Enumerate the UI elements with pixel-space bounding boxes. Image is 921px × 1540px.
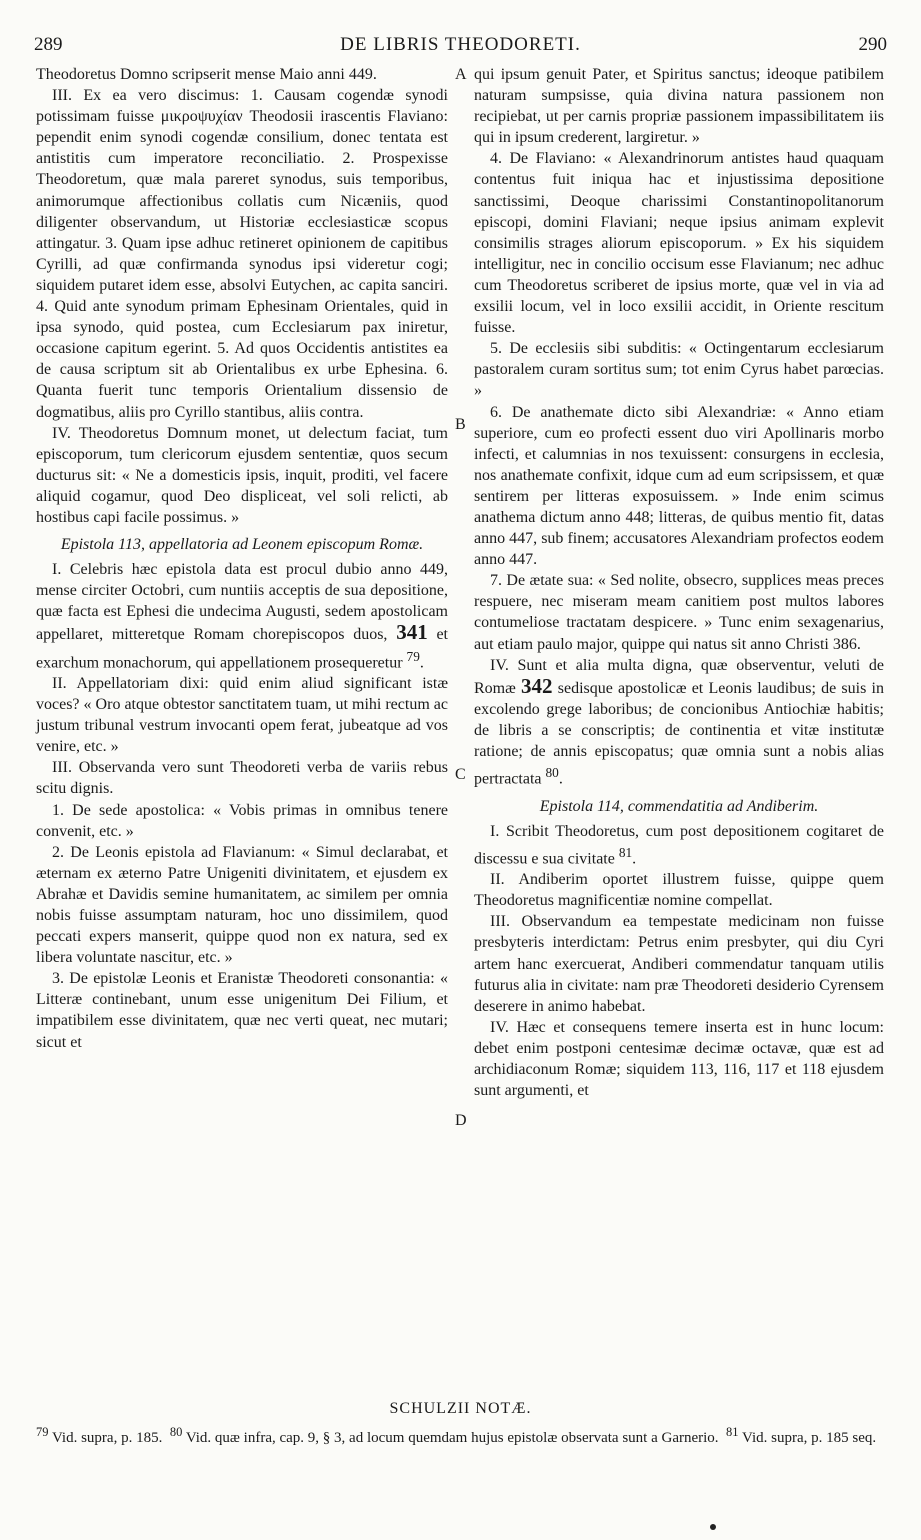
margin-letter-a: A	[455, 66, 467, 83]
margin-letter-d: D	[455, 1112, 467, 1129]
footnote-mark: 80	[169, 1425, 183, 1439]
paragraph: Theodoretus Domno scripserit mense Maio anni 449.	[36, 66, 377, 83]
column-number: 342	[521, 673, 553, 698]
paragraph: II. Appellatoriam dixi: quid enim aliud significant istæ voces? « Oro atque obtestor sanctitatem tuam, ut mihi rectum ac justum tribunal vestrum invocanti opem ferat, jubeatque ad vos venire, etc. »	[36, 674, 448, 756]
paragraph-text: sedisque apostolicæ et Leonis laudibus; de suis in excolendo grege laboribus; de concionibus Antiochiæ habitis; de libris a se conscriptis; de continentia et vitæ institutæ ratione; de annis episcopatus; quæ omnia sunt a nobis alias pertractata	[474, 679, 884, 788]
running-header	[30, 34, 891, 60]
footnote-mark: 79	[36, 1425, 49, 1439]
paragraph: I. Scribit Theodoretus, cum post depositionem cogitaret de discessu e sua civitate $^{81}$.	[474, 822, 884, 868]
running-title: DE LIBRIS THEODORETI.	[340, 34, 581, 55]
paragraph-text: IV. Sunt et alia multa digna, quæ observentur, veluti de Romæ	[474, 656, 884, 697]
paragraph: IV. Sunt et alia multa digna, quæ observentur, veluti de Romæ 342 sedisque apostolicæ et Leonis laudibus; de suis in excolendo grege laboribus; de concionibus Antiochiæ habitis; de libris a se conscriptis; de continentia et vitæ institutæ ratione; de annis episcopatus; quæ omnia sunt a nobis alias pertractata $^{80}$.	[474, 656, 884, 788]
footnote-text: Vid. supra, p. 185 seq.	[742, 1430, 877, 1446]
footnote-ref: 79	[406, 648, 420, 664]
paragraph: 5. De ecclesiis sibi subditis: « Octingentarum ecclesiarum pastoralem curam sortitus sum; tot enim Cyrus habet parœcias. »	[474, 340, 884, 400]
paragraph: IV. Theodoretus Domnum monet, ut delectum faciat, tum episcoporum, tum clericorum ejusdem sententiæ, quos secum ducturus sit: « Ne a domesticis ipsis, inquit, proditi, vel facere aliquid cogamur, quod Deo displiceat, vel soli relicti, ab hostibus capi facile possimus. »	[36, 424, 448, 526]
paragraph: II. Andiberim oportet illustrem fuisse, quippe quem Theodoretus magnificentiæ nomine compellat.	[474, 871, 884, 910]
right-column	[474, 64, 884, 1101]
notes-title: SCHULZII NOTÆ.	[389, 1400, 532, 1417]
page-number-left: 289	[34, 34, 63, 55]
paragraph-text: I. Scribit Theodoretus, cum post depositionem cogitaret de discessu e sua civitate	[474, 822, 884, 868]
left-column	[36, 64, 448, 1053]
paragraph: 3. De epistolæ Leonis et Eranistæ Theodoreti consonantia: « Litteræ continebant, unum esse unigenitum Dei Filium, et impatibilem esse divinitatem, quæ nec verti queat, nec mutari; sicut et	[36, 970, 448, 1051]
section-heading: Epistola 114, commendatitia ad Andiberim.	[539, 797, 819, 815]
footnote-ref: 81	[618, 844, 633, 860]
paragraph: III. Observanda vero sunt Theodoreti verba de variis rebus scitu dignis.	[36, 759, 448, 798]
paragraph: qui ipsum genuit Pater, et Spiritus sanctus; ideoque patibilem naturam sumpsisse, quia divina natura passionem non recipiebat, ut per carnis propriæ passionem impassibilitatem iis qui in ipsum crederent, largiretur. »	[474, 66, 884, 147]
paragraph: I. Celebris hæc epistola data est procul dubio anno 449, mense circiter Octobri, cum nuntiis acceptis de sua depositione, quæ facta est Ephesi die undecima Augusti, sedem apostolicam appellaret, mitteretque Romam chorepiscopos duos, 341 et exarchum monachorum, qui appellationem prosequeretur $^{79}$.	[36, 561, 448, 671]
footnote-text: Vid. quæ infra, cap. 9, § 3, ad locum quemdam hujus epistolæ observata sunt a Garnerio.	[185, 1430, 719, 1446]
ink-speck	[710, 1524, 716, 1530]
footnote-mark: 81	[726, 1425, 739, 1439]
section-heading: Epistola 113, appellatoria ad Leonem episcopum Romæ.	[60, 536, 424, 554]
paragraph: 7. De ætate sua: « Sed nolite, obsecro, supplices meas preces respuere, nec miseram meam canitiem post multos labores contumeliose tractatam despicere. » Tunc enim sexagenarius, aut etiam paulo major, quippe qui natus sit anno Christi 386.	[474, 572, 884, 653]
footnotes	[36, 1423, 884, 1448]
paragraph: 2. De Leonis epistola ad Flavianum: « Simul declarabat, et æternam ex æterno Patre Unigeniti divinitatem, et ejusdem ex Abrahæ et Davidis semine humanitatem, ac similem per omnia nobis fuisse assumptam naturam, hoc uno dissimilem, quod peccati expers manserit, quippe quod non ex natura, sed ex libera voluntate nascitur, etc. »	[36, 843, 448, 967]
paragraph-text: et exarchum monachorum, qui appellationem prosequeretur	[36, 626, 448, 671]
column-number: 341	[396, 620, 428, 645]
page-number-right: 290	[858, 34, 887, 55]
paragraph: 6. De anathemate dicto sibi Alexandriæ: « Anno etiam superiore, cum eo profecti essent duo viri Apollinaris morbo infecti, et calumnias in nos texuissent: consurgens in ecclesia, nos anathemate confixit, idque cum ad eum scripsissem, et quæ sentirem per litteras exposuissem. » Inde enim scimus anathema dictum anno 448; litteras, de quibus mentio fit, datas anno 447, sub finem; accusatores Alexandriam profectos eodem anno 447.	[474, 403, 884, 569]
paragraph: III. Observandum ea tempestate medicinam non fuisse presbyteris interdictam: Petrus enim presbyter, qui diu Cyri artem hanc exercuerat, Andiberi commendatur tanquam utilis futurus alia in civitate: nam præ Theodoreti desiderio Cyrensem deserere in animo habebat.	[474, 913, 884, 1015]
paragraph-text: I. Celebris hæc epistola data est procul dubio anno 449, mense circiter Octobri, cum nuntiis acceptis de sua depositione, quæ facta est Ephesi die undecima Augusti, sedem apostolicam appellaret, mitteretque Romam chorepiscopos duos,	[36, 561, 448, 644]
paragraph: 1. De sede apostolica: « Vobis primas in omnibus tenere convenit, etc. »	[36, 801, 448, 840]
footnote-text: Vid. supra, p. 185.	[51, 1430, 163, 1446]
paragraph: 4. De Flaviano: « Alexandrinorum antistes haud quaquam contentus fuit iniqua hac et injustissima depositione sanctissimi, Deoque charissimi Constantinopolitanorum episcopi, domini Flaviani; neque ipsius animam explevit consimilis strages aliorum episcoporum. » Ex his siquidem intelligitur, nec in concilio occisum esse Flavianum; nec adhuc cum Theodoretus scriberet de ipsius morte, quæ vel in via ad exsilii locum, vel in loco exsilii accidit, in Oriente rescitum fuisse.	[474, 150, 884, 337]
paragraph: IV. Hæc et consequens temere inserta est in hunc locum: debet enim postponi centesimæ decimæ octavæ, quæ est ad archidiaconum Romæ; siquidem 113, 116, 117 et 118 ejusdem sunt argumenti, et	[474, 1018, 884, 1100]
margin-letter-c: C	[455, 766, 466, 783]
paragraph: III. Ex ea vero discimus: 1. Causam cogendæ synodi potissimam fuisse μικροψυχίαν Theodosii irascentis Flaviano: pependit enim synodi cogendæ consilium, donec tentata est antistitis cum imperatore reconciliatio. 2. Prospexisse Theodoretum, quæ mala pareret synodus, suis temporibus, animorumque affectionibus collatis cum Nicæniis, quod diligenter observandum, ut Historiæ ecclesiasticæ scopus attingatur. 3. Quam ipse adhuc retineret opinionem de capitibus Cyrilli, ad quæ confirmanda synodus ipsi videretur cogi; siquidem putaret idem esse, absolvi Eutychen, ac capita sanciri. 4. Quid ante synodum primam Ephesinam Orientales, quid in ipsa synodo, quid postea, cum Ecclesiarum pax iniretur, occasione capitum egerint. 5. Ad quos Occidentis antistites ea de causa scriptum sit ab Orientalibus ex urbe Ephesina. 6. Quanta fuerit tunc temporis Orientalium dissensio de dogmatibus, aliis pro Cyrillo stantibus, aliis contra.	[36, 87, 448, 421]
margin-letter-b: B	[455, 416, 466, 433]
footnote-ref: 80	[545, 765, 559, 781]
